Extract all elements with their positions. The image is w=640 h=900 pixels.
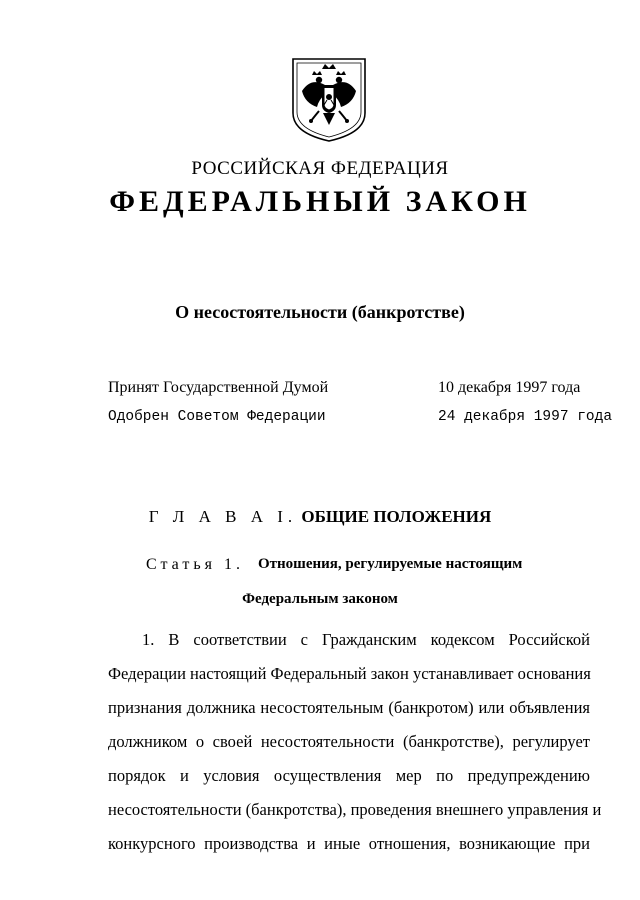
council-approval-date: 24 декабря 1997 года bbox=[438, 409, 613, 425]
country-heading: РОССИЙСКАЯ ФЕДЕРАЦИЯ bbox=[191, 158, 449, 179]
paragraph-line: несостоятельности (банкротства), проведения внешнего управления и bbox=[108, 800, 602, 819]
paragraph-line: должником о своей несостоятельности (банкротстве), регулирует bbox=[108, 732, 590, 751]
law-title: О несостоятельности (банкротстве) bbox=[175, 302, 465, 322]
article-title-line2: Федеральным законом bbox=[242, 591, 398, 607]
paragraph-line: конкурсного производства и иные отношения, возникающие при bbox=[108, 834, 590, 853]
duma-adoption-label: Принят Государственной Думой bbox=[108, 379, 329, 396]
article-title-line1: Отношения, регулируемые настоящим bbox=[258, 556, 523, 572]
article-paragraph bbox=[108, 623, 602, 861]
paragraph-line: Федерации настоящий Федеральный закон устанавливает основания bbox=[108, 664, 591, 683]
paragraph-line: 1. В соответствии с Гражданским кодексом Российской bbox=[142, 630, 590, 649]
chapter-prefix: Г Л А В А I. bbox=[148, 507, 298, 526]
article-label: Статья 1. bbox=[146, 556, 244, 573]
chapter-name: ОБЩИЕ ПОЛОЖЕНИЯ bbox=[301, 507, 492, 526]
paragraph-line: порядок и условия осуществления мер по предупреждению bbox=[108, 766, 590, 785]
law-type-heading: ФЕДЕРАЛЬНЫЙ ЗАКОН bbox=[109, 185, 531, 218]
chapter-heading bbox=[0, 507, 640, 527]
duma-adoption-date: 10 декабря 1997 года bbox=[438, 379, 581, 396]
paragraph-line: признания должника несостоятельным (банкротом) или объявления bbox=[108, 698, 590, 717]
coat-of-arms-emblem bbox=[289, 55, 369, 143]
council-approval-label: Одобрен Советом Федерации bbox=[108, 409, 326, 425]
